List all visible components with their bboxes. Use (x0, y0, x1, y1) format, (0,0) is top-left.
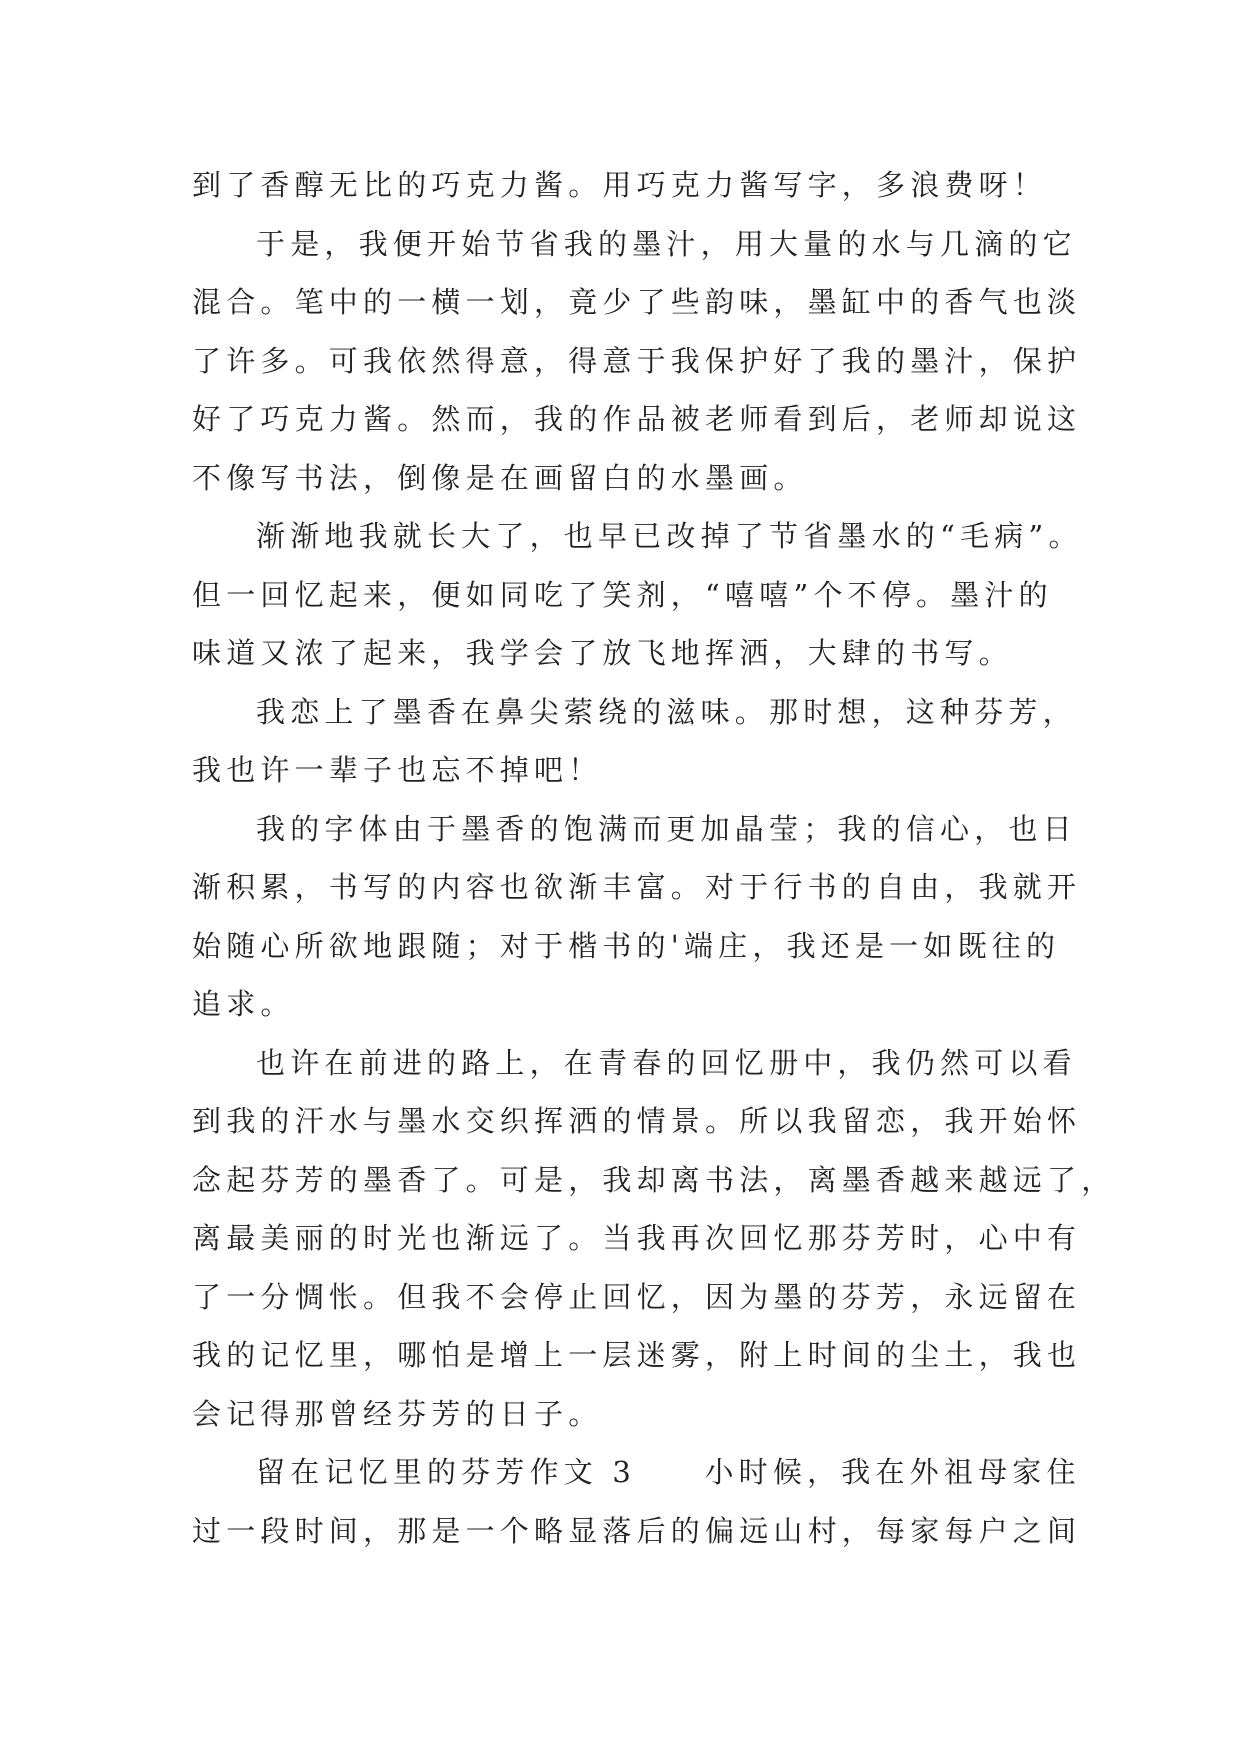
paragraph-start-line: 也许在前进的路上，在青春的回忆册中，我仍然可以看 (256, 1045, 1077, 1080)
essay-body (192, 156, 1116, 1560)
text-line: 了许多。可我依然得意，得意于我保护好了我的墨汁，保护 (192, 343, 1082, 378)
text-line: 混合。笔中的一横一划，竟少了些韵味，墨缸中的香气也淡 (192, 285, 1082, 319)
text-line: 过一段时间，那是一个略显落后的偏远山村，每家每户之间 (192, 1513, 1082, 1548)
text-line: 到我的汗水与墨水交织挥洒的情景。所以我留恋，我开始怀 (192, 1104, 1082, 1138)
text-line: 始随心所欲地跟随；对于楷书的'端庄，我还是一如既往的 (192, 928, 1061, 963)
paragraph-start-line: 我恋上了墨香在鼻尖萦绕的滋味。那时想，这种芬芳， (256, 694, 1077, 729)
text-line: 追求。 (192, 987, 295, 1021)
text-line: 渐积累，书写的内容也欲渐丰富。对于行书的自由，我就开 (192, 870, 1082, 904)
text-line: 离最美丽的时光也渐远了。当我再次回忆那芬芳时，心中有 (192, 1221, 1082, 1255)
text-line: 好了巧克力酱。然而，我的作品被老师看到后，老师却说这 (192, 402, 1082, 436)
paragraph-start-line: 渐渐地我就长大了，也早已改掉了节省墨水的“毛病”。 (256, 519, 1083, 553)
text-line: 我的记忆里，哪怕是增上一层迷雾，附上时间的尘土，我也 (192, 1338, 1082, 1372)
text-line: 味道又浓了起来，我学会了放飞地挥洒，大肆的书写。 (192, 636, 1013, 670)
text-line: 我也许一辈子也忘不掉吧！ (192, 753, 603, 787)
text-line: 会记得那曾经芬芳的日子。 (192, 1396, 603, 1431)
text-line: 不像写书法，倒像是在画留白的水墨画。 (192, 460, 808, 495)
paragraph-start-line: 我的字体由于墨香的饱满而更加晶莹；我的信心，也日 (256, 811, 1077, 846)
text-line: 了一分惆怅。但我不会停止回忆，因为墨的芬芳，永远留在 (192, 1279, 1082, 1314)
paragraph-start-line: 留在记忆里的芬芳作文 3 小时候，我在外祖母家住 (256, 1455, 1081, 1489)
paragraph-start-line: 于是，我便开始节省我的墨汁，用大量的水与几滴的它 (256, 226, 1077, 261)
text-line: 但一回忆起来，便如同吃了笑剂，“嘻嘻”个不停。墨汁的 (192, 577, 1053, 612)
text-line: 念起芬芳的墨香了。可是，我却离书法，离墨香越来越远了， (192, 1162, 1116, 1197)
text-line: 到了香醇无比的巧克力酱。用巧克力酱写字，多浪费呀！ (192, 168, 1048, 202)
